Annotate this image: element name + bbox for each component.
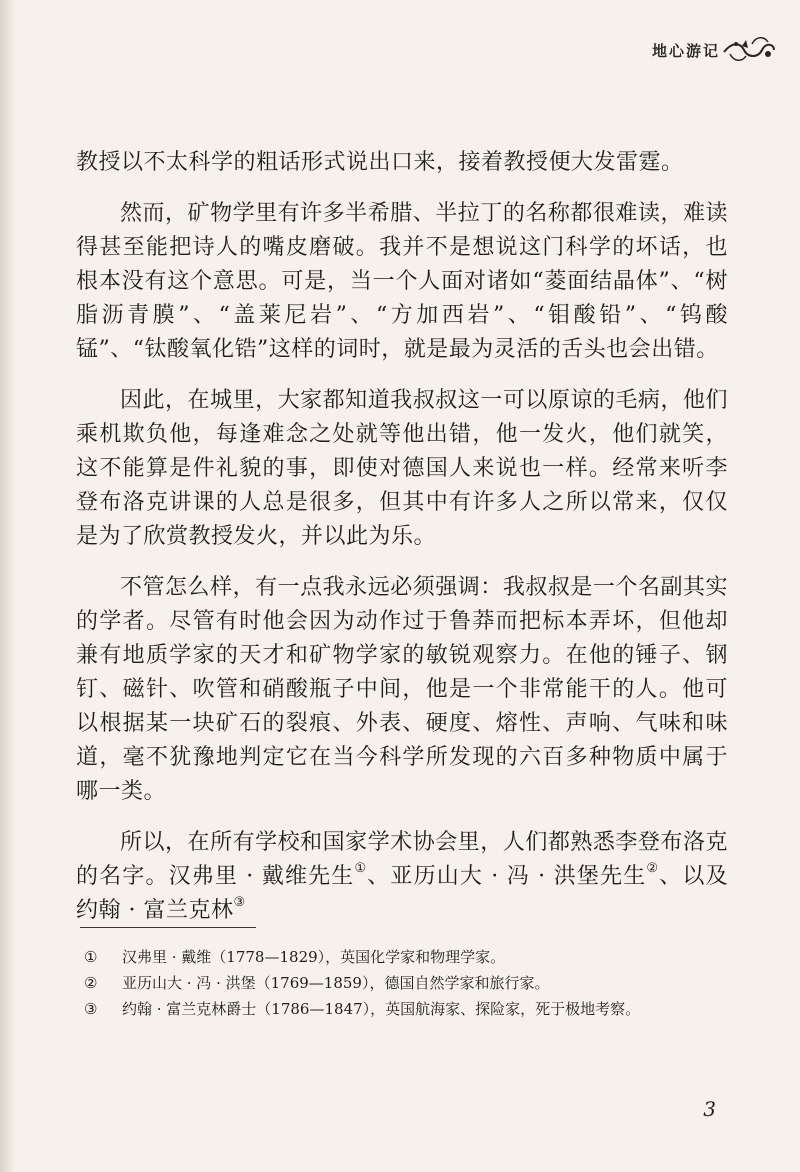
footnote-mark: ② [84,974,98,992]
footnote-mark: ① [84,948,98,966]
paragraph-5-text-b: 、亚历山大 · 冯 · 洪堡先生 [367,864,647,889]
footnote-item [84,970,724,996]
floral-ornament-icon [722,34,776,66]
footnote-mark: ③ [84,1000,98,1018]
paragraph-5-text-c: 、以及约翰 · 富兰克林 [76,864,728,923]
paragraph-2: 然而，矿物学里有许多半希腊、半拉丁的名称都很难读，难读得甚至能把诗人的嘴皮磨破。我并不是想说这门科学的坏话，也根本没有这个意思。可是，当一个人面对诸如“菱面结晶体”、“树脂沥青膜”、“盖莱尼岩”、“方加西岩”、“钼酸铅”、“钨酸锰”、“钛酸氧化锆”这样的词时，就是最为灵活的舌头也会出错。 [76,201,728,362]
footnote-text: 汉弗里 · 戴维（1778—1829），英国化学家和物理学家。 [122,948,506,966]
running-header-title: 地心游记 [651,42,720,60]
footnote-text: 约翰 · 富兰克林爵士（1786—1847），英国航海家、探险家，死于极地考察。 [122,1000,641,1018]
footnote-item [84,944,724,970]
footnote-divider [80,927,256,928]
paragraph-3: 因此，在城里，大家都知道我叔叔这一可以原谅的毛病，他们乘机欺负他，每逢难念之处就等他出错，他一发火，他们就笑，这不能算是件礼貌的事，即使对德国人来说也一样。经常来听李登布洛克讲课的人总是很多，但其中有许多人之所以常来，仅仅是为了欣赏教授发火，并以此为乐。 [76,388,728,549]
paragraph-1: 教授以不太科学的粗话形式说出口来，接着教授便大发雷霆。 [76,150,684,175]
paragraph-5 [76,826,728,928]
footnote-ref-1[interactable]: ① [354,861,368,876]
page-number: 3 [703,1097,716,1121]
paragraph-5-text-a: 所以，在所有学校和国家学术协会里，人们都熟悉李登布洛克的名字。汉弗里 · 戴维先生 [76,830,728,889]
footnote-item [84,996,724,1022]
body-text [76,146,728,928]
paragraph-4: 不管怎么样，有一点我永远必须强调：我叔叔是一个名副其实的学者。尽管有时他会因为动作过于鲁莽而把标本弄坏，但他却兼有地质学家的天才和矿物学家的敏锐观察力。在他的锤子、钢钉、磁针、吹管和硝酸瓶子中间，他是一个非常能干的人。他可以根据某一块矿石的裂痕、外表、硬度、熔性、声响、气味和味道，毫不犹豫地判定它在当今科学所发现的六百多种物质中属于哪一类。 [76,575,728,804]
footnote-text: 亚历山大 · 冯 · 洪堡（1769—1859），德国自然学家和旅行家。 [122,974,550,992]
footnote-list [84,944,724,1022]
footnote-ref-2[interactable]: ② [646,861,660,876]
footnote-ref-3[interactable]: ③ [233,895,246,910]
binding-shadow [0,0,16,1172]
